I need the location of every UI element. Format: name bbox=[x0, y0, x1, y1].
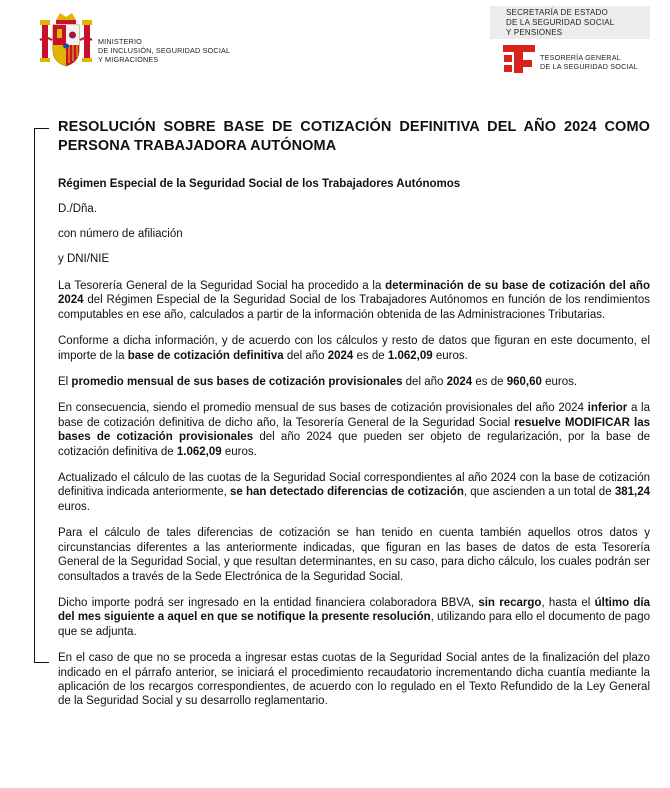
field-dni: y DNI/NIE bbox=[58, 253, 110, 265]
ministry-logo bbox=[38, 10, 258, 75]
tgss-logo bbox=[502, 44, 662, 74]
paragraph-base-definitiva: Conforme a dicha información, y de acuerdo con los cálculos y resto de datos que figuran en este documento, el importe de la base de cotización definitiva del año 2024 es de 1.062,09 euros. bbox=[58, 335, 650, 362]
ministry-name: MINISTERIO DE INCLUSIÓN, SEGURIDAD SOCIAL Y MIGRACIONES bbox=[98, 37, 231, 64]
letterhead bbox=[0, 0, 670, 90]
document-body bbox=[58, 118, 650, 721]
paragraph-diferencias: Actualizado el cálculo de las cuotas de la Seguridad Social correspondientes al año 2024 con la base de cotización definitiva indicada anteriormente, se han detectado diferencias de cotización, que ascienden a un total de 381,24 euros. bbox=[58, 472, 650, 513]
secretaria-panel: SECRETARÍA DE ESTADO DE LA SEGURIDAD SOCIAL Y PENSIONES bbox=[490, 6, 650, 39]
field-nombre: D./Dña. bbox=[58, 203, 97, 215]
regimen-heading: Régimen Especial de la Seguridad Social de los Trabajadores Autónomos bbox=[58, 178, 461, 190]
margin-bracket bbox=[34, 128, 35, 663]
paragraph-promedio: El promedio mensual de sus bases de cotización provisionales del año 2024 es de 960,60 euros. bbox=[58, 376, 578, 389]
paragraph-ingreso: Dicho importe podrá ser ingresado en la entidad financiera colaboradora BBVA, sin recargo, hasta el último día del mes siguiente a aquel en que se notifique la presente resolución, utilizando para ello el documento de pago que se adjunta. bbox=[58, 596, 650, 638]
tgss-emblem-icon bbox=[502, 44, 536, 74]
paragraph-recargo: En el caso de que no se proceda a ingresar estas cuotas de la Seguridad Social antes de la finalización del plazo indicado en el párrafo anterior, se iniciará el procedimiento recaudatorio incrementando dicha cuantía mediante la aplicación de los recargos correspondientes, de acuerdo con lo regulado en el Texto Refundido de la Ley General de la Seguridad Social y su desarrollo reglamentario. bbox=[58, 652, 650, 708]
document-title: RESOLUCIÓN SOBRE BASE DE COTIZACIÓN DEFINITIVA DEL AÑO 2024 COMO PERSONA TRABAJADORA AUTÓNOMA bbox=[58, 119, 650, 154]
coat-of-arms-icon bbox=[38, 10, 94, 72]
margin-bracket-bottom bbox=[34, 662, 49, 663]
margin-bracket-top bbox=[34, 128, 49, 129]
paragraph-resuelve: En consecuencia, siendo el promedio mensual de sus bases de cotización provisionales del año 2024 inferior a la base de cotización definitiva de dicho año, la Tesorería General de la Seguridad Social resuelve MODIFICAR las bases de cotización provisionales del año 2024 que pueden ser objeto de regularización, por la base de cotización definitiva de 1.062,09 euros. bbox=[58, 402, 651, 458]
paragraph-determinacion: La Tesorería General de la Seguridad Social ha procedido a la determinación de su base de cotización del año 2024 del Régimen Especial de la Seguridad Social de los Trabajadores Autónomos en función de los rendimientos computables en ese año, calculados a partir de la información obtenida de las Administraciones Tributarias. bbox=[58, 280, 650, 321]
tgss-name: TESORERÍA GENERAL DE LA SEGURIDAD SOCIAL bbox=[540, 53, 638, 71]
field-afiliacion: con número de afiliación bbox=[58, 228, 183, 240]
paragraph-calculo: Para el cálculo de tales diferencias de cotización se han tenido en cuenta también aquellos otros datos y circunstancias diferentes a las anteriormente indicadas, que figuran en las bases de datos de esta Tesorería General de la Seguridad Social, y que resultan determinantes, en su caso, para dicho cálculo, los cuales podrán ser consultados a través de la Sede Electrónica de la Seguridad Social. bbox=[58, 527, 650, 583]
